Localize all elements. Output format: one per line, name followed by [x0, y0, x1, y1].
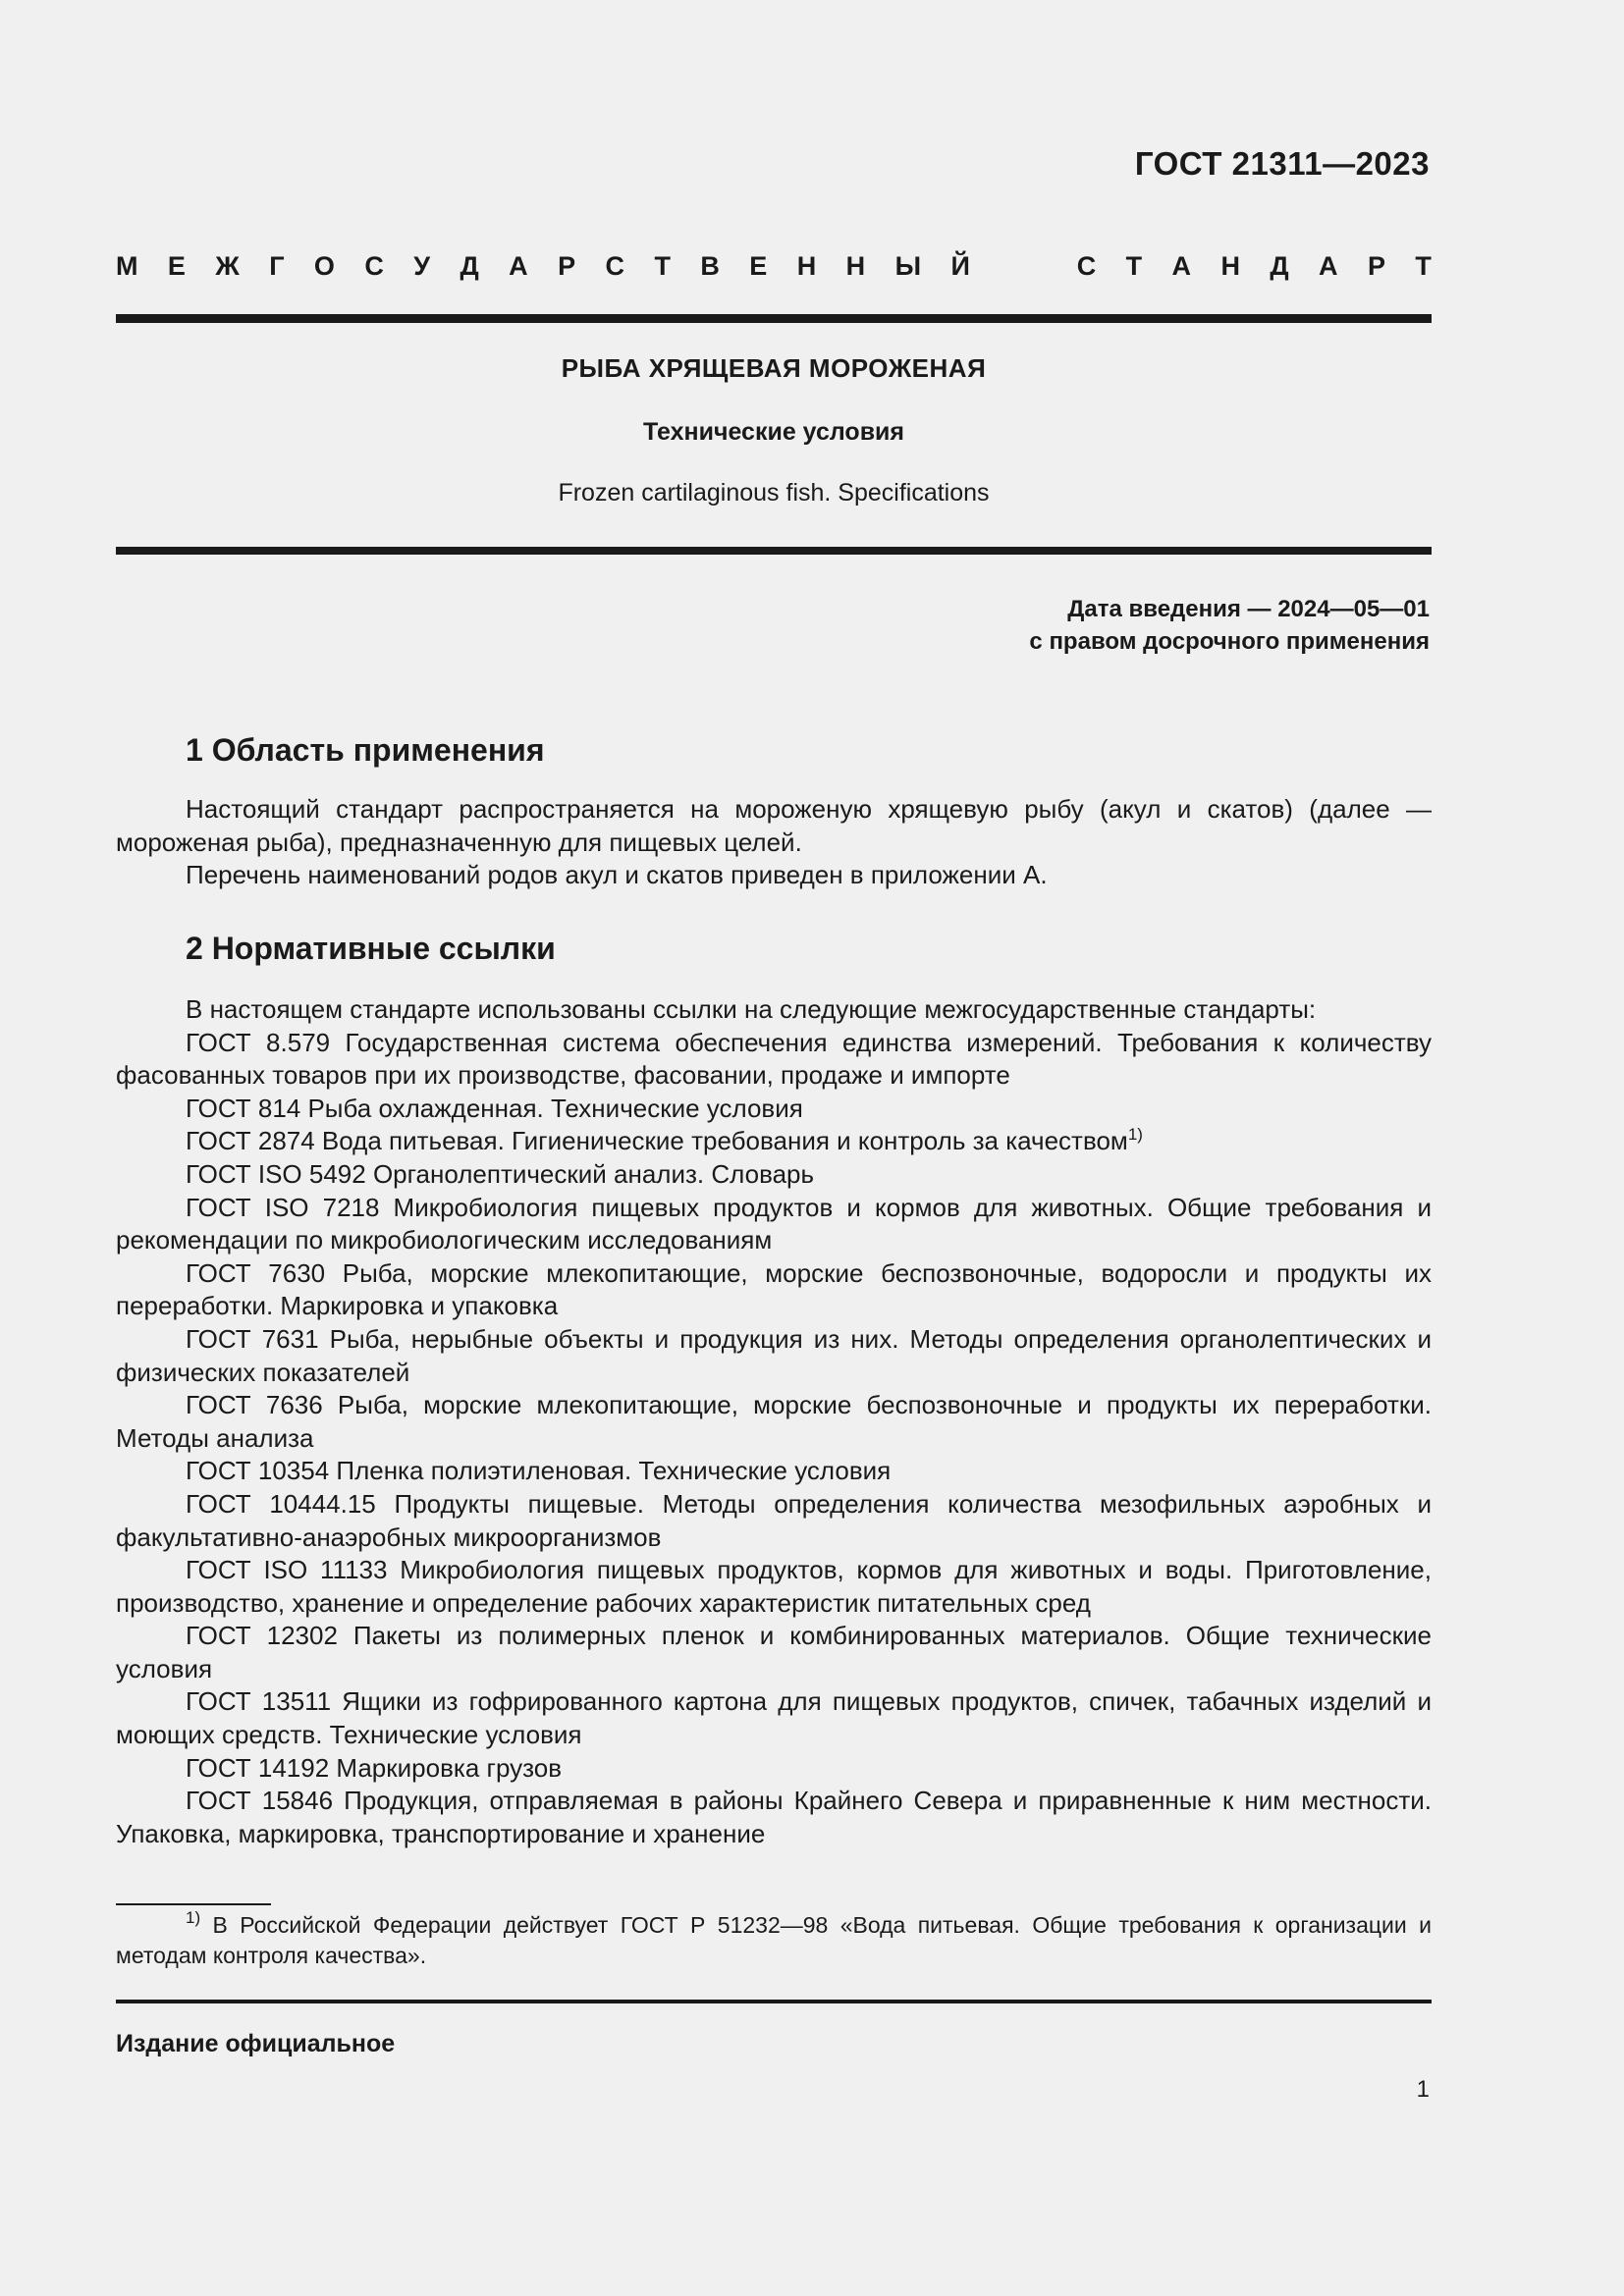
introduction-date [1029, 593, 1430, 658]
early-application-line: с правом досрочного применения [1029, 628, 1430, 655]
section-2-body [116, 993, 1432, 1850]
interstate-standard-heading [116, 251, 1432, 282]
letter: Е [167, 251, 186, 281]
letter: Р [1367, 251, 1385, 281]
subtitle-russian: Технические условия [642, 418, 905, 446]
footer-divider [116, 2000, 1432, 2003]
letter: У [413, 251, 431, 281]
letter: С [605, 251, 625, 281]
section-2-heading: 2 Нормативные ссылки [186, 931, 556, 966]
title-english: Frozen cartilaginous fish. Specifications [558, 479, 990, 507]
letter: С [1076, 251, 1097, 281]
paragraph: Перечень наименований родов акул и скатов приведен в приложении А. [186, 860, 1048, 890]
reference-text: ГОСТ 2874 Вода питьевая. Гигиенические требования и контроль за качеством [186, 1126, 1128, 1156]
footnote [116, 1910, 1432, 1971]
letter: Й [950, 251, 970, 281]
letter: Н [1220, 251, 1240, 281]
footnote-text: В Российской Федерации действует ГОСТ Р 51232—98 «Вода питьевая. Общие требования к организации и методам контроля качества». [116, 1912, 1432, 1968]
reference-item: ГОСТ 10444.15 Продукты пищевые. Методы определения количества мезофильных аэробных и факультативно-анаэробных микроорганизмов [116, 1488, 1432, 1552]
footnote-mark: 1) [186, 1908, 201, 1927]
letter: О [313, 251, 335, 281]
top-divider [116, 314, 1432, 323]
footnote-paragraph [116, 1910, 1432, 1971]
letter: А [1319, 251, 1338, 281]
reference-item: ГОСТ 7630 Рыба, морские млекопитающие, морские беспозвоночные, водоросли и продукты их переработки. Маркировка и упаковка [116, 1257, 1432, 1321]
reference-item [116, 1125, 1432, 1158]
paragraph: В настоящем стандарте использованы ссылки на следующие межгосударственные стандарты: [186, 994, 1317, 1024]
letter: А [1171, 251, 1192, 281]
title-russian: РЫБА ХРЯЩЕВАЯ МОРОЖЕНАЯ [561, 353, 987, 383]
reference-item: ГОСТ ISO 7218 Микробиология пищевых продуктов и кормов для животных. Общие требования и рекомендации по микробиологическим исследованиям [116, 1192, 1432, 1255]
letter: Р [558, 251, 576, 281]
paragraph: Настоящий стандарт распространяется на мороженую хрящевую рыбу (акул и скатов) (далее — мороженая рыба), предназначенную для пищевых целей. [116, 794, 1432, 857]
reference-item: ГОСТ 13511 Ящики из гофрированного картона для пищевых продуктов, спичек, табачных изделий и моющих средств. Технические условия [116, 1686, 1432, 1750]
page-number: 1 [1416, 2076, 1430, 2103]
reference-item: ГОСТ ISO 5492 Органолептический анализ. Словарь [186, 1158, 815, 1189]
title-divider [116, 547, 1432, 555]
letter: С [364, 251, 384, 281]
letter: А [509, 251, 528, 281]
reference-item: ГОСТ 10354 Пленка полиэтиленовая. Технические условия [186, 1456, 892, 1486]
letter: Д [460, 251, 479, 281]
letter: Н [845, 251, 866, 281]
section-1-heading: 1 Область применения [186, 732, 545, 768]
letter: Т [1125, 251, 1143, 281]
letter: В [700, 251, 720, 281]
reference-item: ГОСТ 14192 Маркировка грузов [186, 1752, 563, 1783]
section-1-body [116, 793, 1432, 892]
reference-item: ГОСТ 12302 Пакеты из полимерных пленок и комбинированных материалов. Общие технические условия [116, 1621, 1432, 1683]
edition-label: Издание официальное [116, 2030, 396, 2057]
reference-item: ГОСТ 7636 Рыба, морские млекопитающие, морские беспозвоночные и продукты их переработки. Методы анализа [116, 1390, 1432, 1453]
letter: Е [749, 251, 768, 281]
letter: М [116, 251, 138, 281]
letter: Ы [894, 251, 922, 281]
letter: Д [1270, 251, 1289, 281]
letter: Г [269, 251, 285, 281]
date-line: Дата введения — 2024—05—01 [1067, 596, 1430, 622]
reference-item: ГОСТ 15846 Продукция, отправляемая в районы Крайнего Севера и приравненные к ним местности. Упаковка, маркировка, транспортирование и хранение [116, 1786, 1432, 1848]
letter: Т [1415, 251, 1432, 281]
footnote-separator [116, 1903, 271, 1905]
footnote-mark[interactable]: 1) [1127, 1125, 1143, 1145]
letter: Т [654, 251, 671, 281]
reference-item: ГОСТ 814 Рыба охлажденная. Технические условия [186, 1093, 803, 1123]
reference-item: ГОСТ 8.579 Государственная система обеспечения единства измерений. Требования к количеству фасованных товаров при их производстве, фасовании, продаже и импорте [116, 1027, 1432, 1091]
reference-item: ГОСТ ISO 11133 Микробиология пищевых продуктов, кормов для животных и воды. Приготовление, производство, хранение и определение рабочих характеристик питательных сред [116, 1555, 1432, 1618]
word-gap [1000, 251, 1047, 282]
letter: Ж [215, 251, 240, 281]
document-code: ГОСТ 21311—2023 [1134, 145, 1430, 182]
reference-item: ГОСТ 7631 Рыба, нерыбные объекты и продукция из них. Методы определения органолептических и физических показателей [116, 1323, 1432, 1387]
letter: Н [796, 251, 817, 281]
